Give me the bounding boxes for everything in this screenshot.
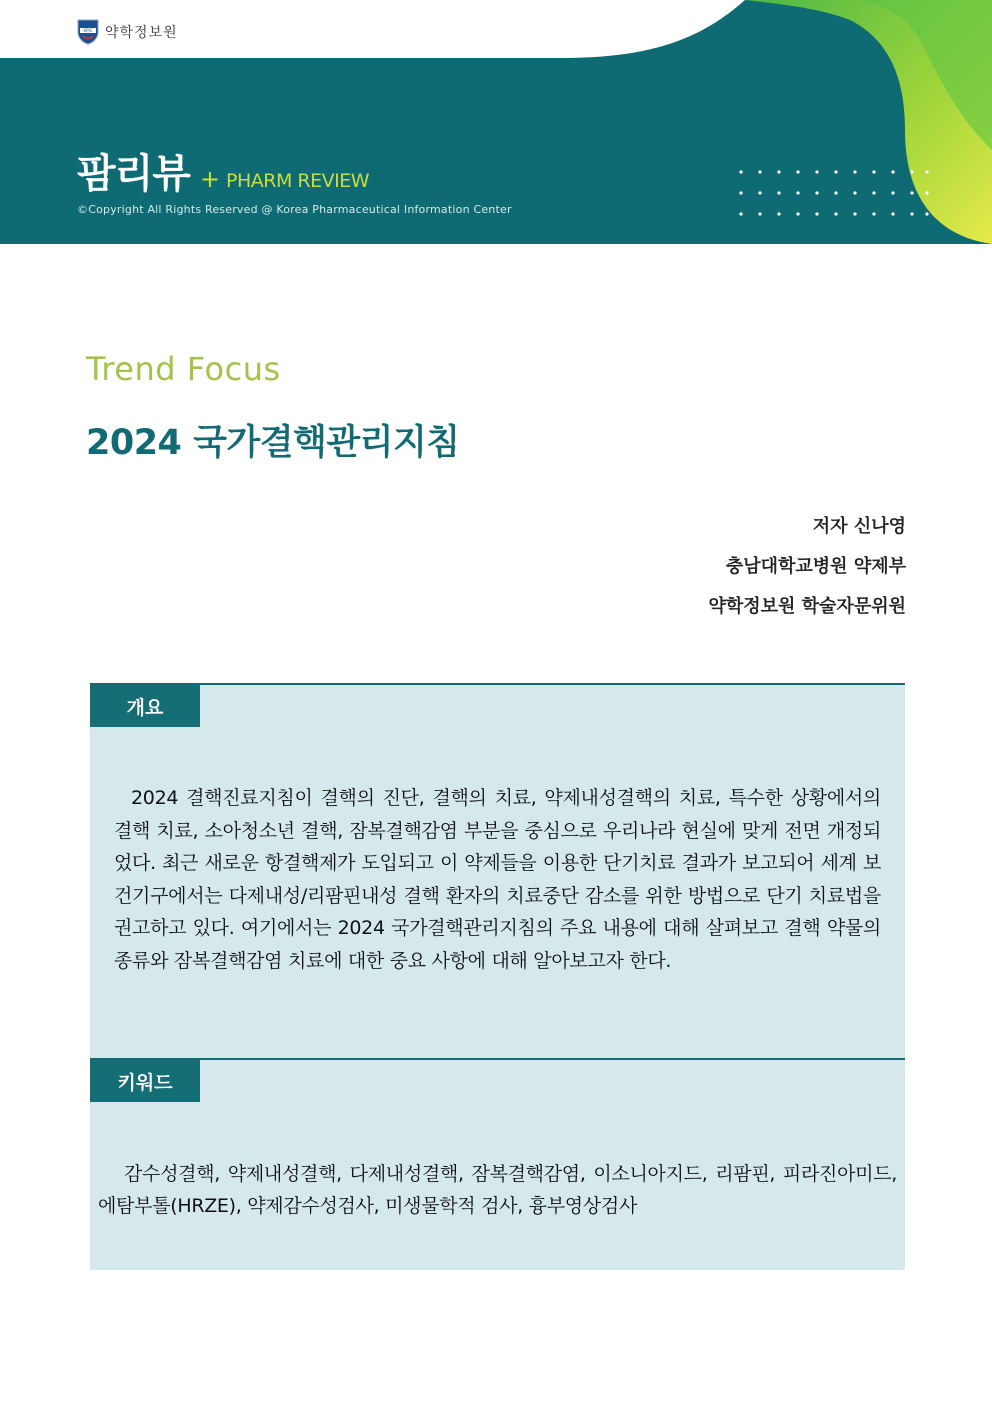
brand-plus: + bbox=[199, 165, 221, 193]
article-title: 2024 국가결핵관리지침 bbox=[86, 423, 460, 463]
author-name: 저자 신나영 bbox=[812, 516, 906, 537]
keywords-label: 키워드 bbox=[90, 1060, 200, 1102]
brand-english: PHARM REVIEW bbox=[226, 170, 370, 192]
copyright-notice: ©Copyright All Rights Reserved @ Korea Pharmaceutical Information Center bbox=[77, 203, 512, 216]
org-name: 약학정보원 bbox=[105, 25, 178, 41]
logo-initials: KPIC bbox=[83, 28, 93, 33]
shield-logo-icon bbox=[77, 19, 99, 45]
author-role: 약학정보원 학술자문위원 bbox=[708, 596, 906, 617]
overview-section bbox=[90, 683, 905, 1060]
page-header bbox=[0, 0, 992, 244]
keywords-section bbox=[90, 1058, 905, 1270]
org-logo bbox=[77, 19, 178, 45]
overview-label: 개요 bbox=[90, 685, 200, 727]
article-category: Trend Focus bbox=[86, 350, 281, 388]
author-affiliation: 충남대학교병원 약제부 bbox=[725, 556, 906, 577]
keywords-text: 감수성결핵, 약제내성결핵, 다제내성결핵, 잠복결핵감염, 이소니아지드, 리팜핀, 피라진아미드, 에탐부톨(HRZE), 약제감수성검사, 미생물학적 검사, 흉부영상검사 bbox=[98, 1163, 897, 1217]
overview-text: 2024 결핵진료지침이 결핵의 진단, 결핵의 치료, 약제내성결핵의 치료, 특수한 상황에서의 결핵 치료, 소아청소년 결핵, 잠복결핵감염 부분을 중심으로 우리나라 현실에 맞게 전면 개정되었다. 최근 새로운 항결핵제가 도입되고 이 약제들을 이용한 단기치료 결과가 보고되어 세계 보건기구에서는 다제내성/리팜핀내성 결핵 환자의 치료중단 감소를 위한 방법으로 단기 치료법을 권고하고 있다. 여기에서는 2024 국가결핵관리지침의 주요 내용에 대해 살펴보고 결핵 약물의 종류와 잠복결핵감염 치료에 대한 중요 사항에 대해 알아보고자 한다. bbox=[114, 787, 881, 972]
brand-korean: 팜리뷰 bbox=[77, 151, 190, 197]
brand-title bbox=[77, 142, 369, 199]
